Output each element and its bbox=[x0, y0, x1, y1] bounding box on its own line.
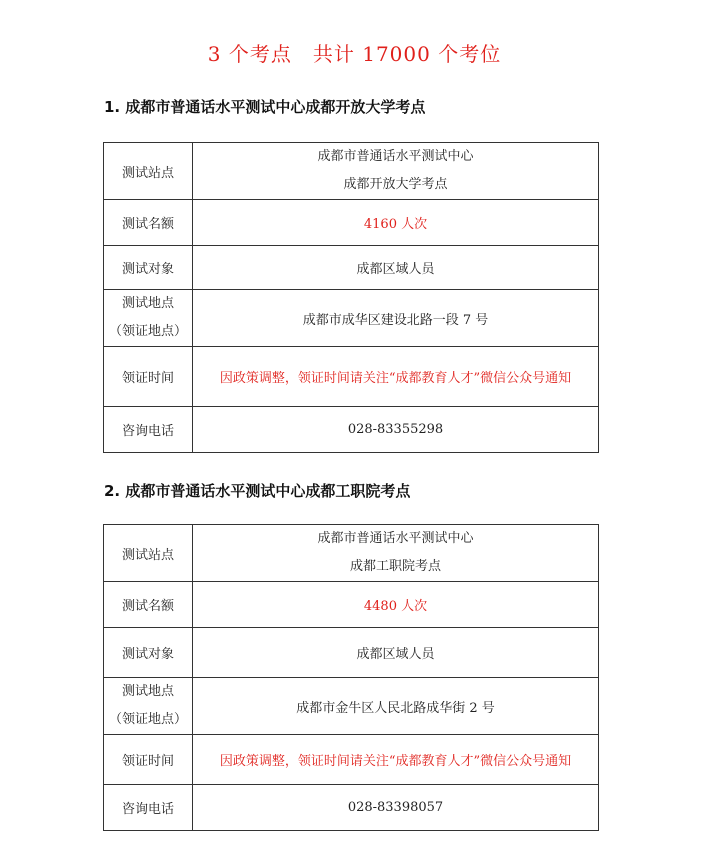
cert-time-value: 因政策调整，领证时间请关注“成都教育人才”微信公众号通知 bbox=[193, 347, 599, 407]
table-row-target bbox=[104, 628, 599, 678]
table-row-cert-time bbox=[104, 347, 599, 407]
target-label: 测试对象 bbox=[104, 246, 193, 290]
cert-time-label: 领证时间 bbox=[104, 347, 193, 407]
location-label bbox=[104, 290, 193, 347]
site-line-1: 成都市普通话水平测试中心 bbox=[317, 531, 474, 546]
quota-value: 4160 人次 bbox=[193, 200, 599, 246]
location-label-line-2: （领证地点） bbox=[108, 712, 187, 727]
location-label bbox=[104, 678, 193, 735]
table-row-phone bbox=[104, 785, 599, 831]
page-title: 3 个考点 共计 17000 个考位 bbox=[207, 42, 502, 66]
info-table-1 bbox=[103, 142, 599, 453]
phone-value: 028-83398057 bbox=[193, 785, 599, 831]
cert-time-value: 因政策调整，领证时间请关注“成都教育人才”微信公众号通知 bbox=[193, 735, 599, 785]
site-value bbox=[193, 525, 599, 582]
section-heading-1: 1. 成都市普通话水平测试中心成都开放大学考点 bbox=[104, 98, 426, 116]
location-label-line-2: （领证地点） bbox=[108, 324, 187, 339]
site-line-2: 成都开放大学考点 bbox=[343, 177, 448, 192]
target-value: 成都区域人员 bbox=[193, 246, 599, 290]
phone-label: 咨询电话 bbox=[104, 407, 193, 453]
location-value: 成都市成华区建设北路一段 7 号 bbox=[193, 290, 599, 347]
site-value bbox=[193, 143, 599, 200]
table-row-quota bbox=[104, 582, 599, 628]
info-table-2 bbox=[103, 524, 599, 831]
location-label-line-1: 测试地点 bbox=[121, 684, 174, 699]
table-row-phone bbox=[104, 407, 599, 453]
table-row-cert-time bbox=[104, 735, 599, 785]
quota-label: 测试名额 bbox=[104, 200, 193, 246]
site-label: 测试站点 bbox=[104, 525, 193, 582]
table-row-location bbox=[104, 290, 599, 347]
target-value: 成都区域人员 bbox=[193, 628, 599, 678]
table-row-target bbox=[104, 246, 599, 290]
target-label: 测试对象 bbox=[104, 628, 193, 678]
quota-value: 4480 人次 bbox=[193, 582, 599, 628]
phone-label: 咨询电话 bbox=[104, 785, 193, 831]
quota-label: 测试名额 bbox=[104, 582, 193, 628]
table-row-site bbox=[104, 525, 599, 582]
location-label-line-1: 测试地点 bbox=[121, 296, 174, 311]
site-label: 测试站点 bbox=[104, 143, 193, 200]
location-value: 成都市金牛区人民北路成华街 2 号 bbox=[193, 678, 599, 735]
table-row-quota bbox=[104, 200, 599, 246]
table-row-location bbox=[104, 678, 599, 735]
phone-value: 028-83355298 bbox=[193, 407, 599, 453]
section-heading-2: 2. 成都市普通话水平测试中心成都工职院考点 bbox=[104, 482, 411, 500]
table-row-site bbox=[104, 143, 599, 200]
site-line-2: 成都工职院考点 bbox=[349, 559, 441, 574]
site-line-1: 成都市普通话水平测试中心 bbox=[317, 149, 474, 164]
cert-time-label: 领证时间 bbox=[104, 735, 193, 785]
